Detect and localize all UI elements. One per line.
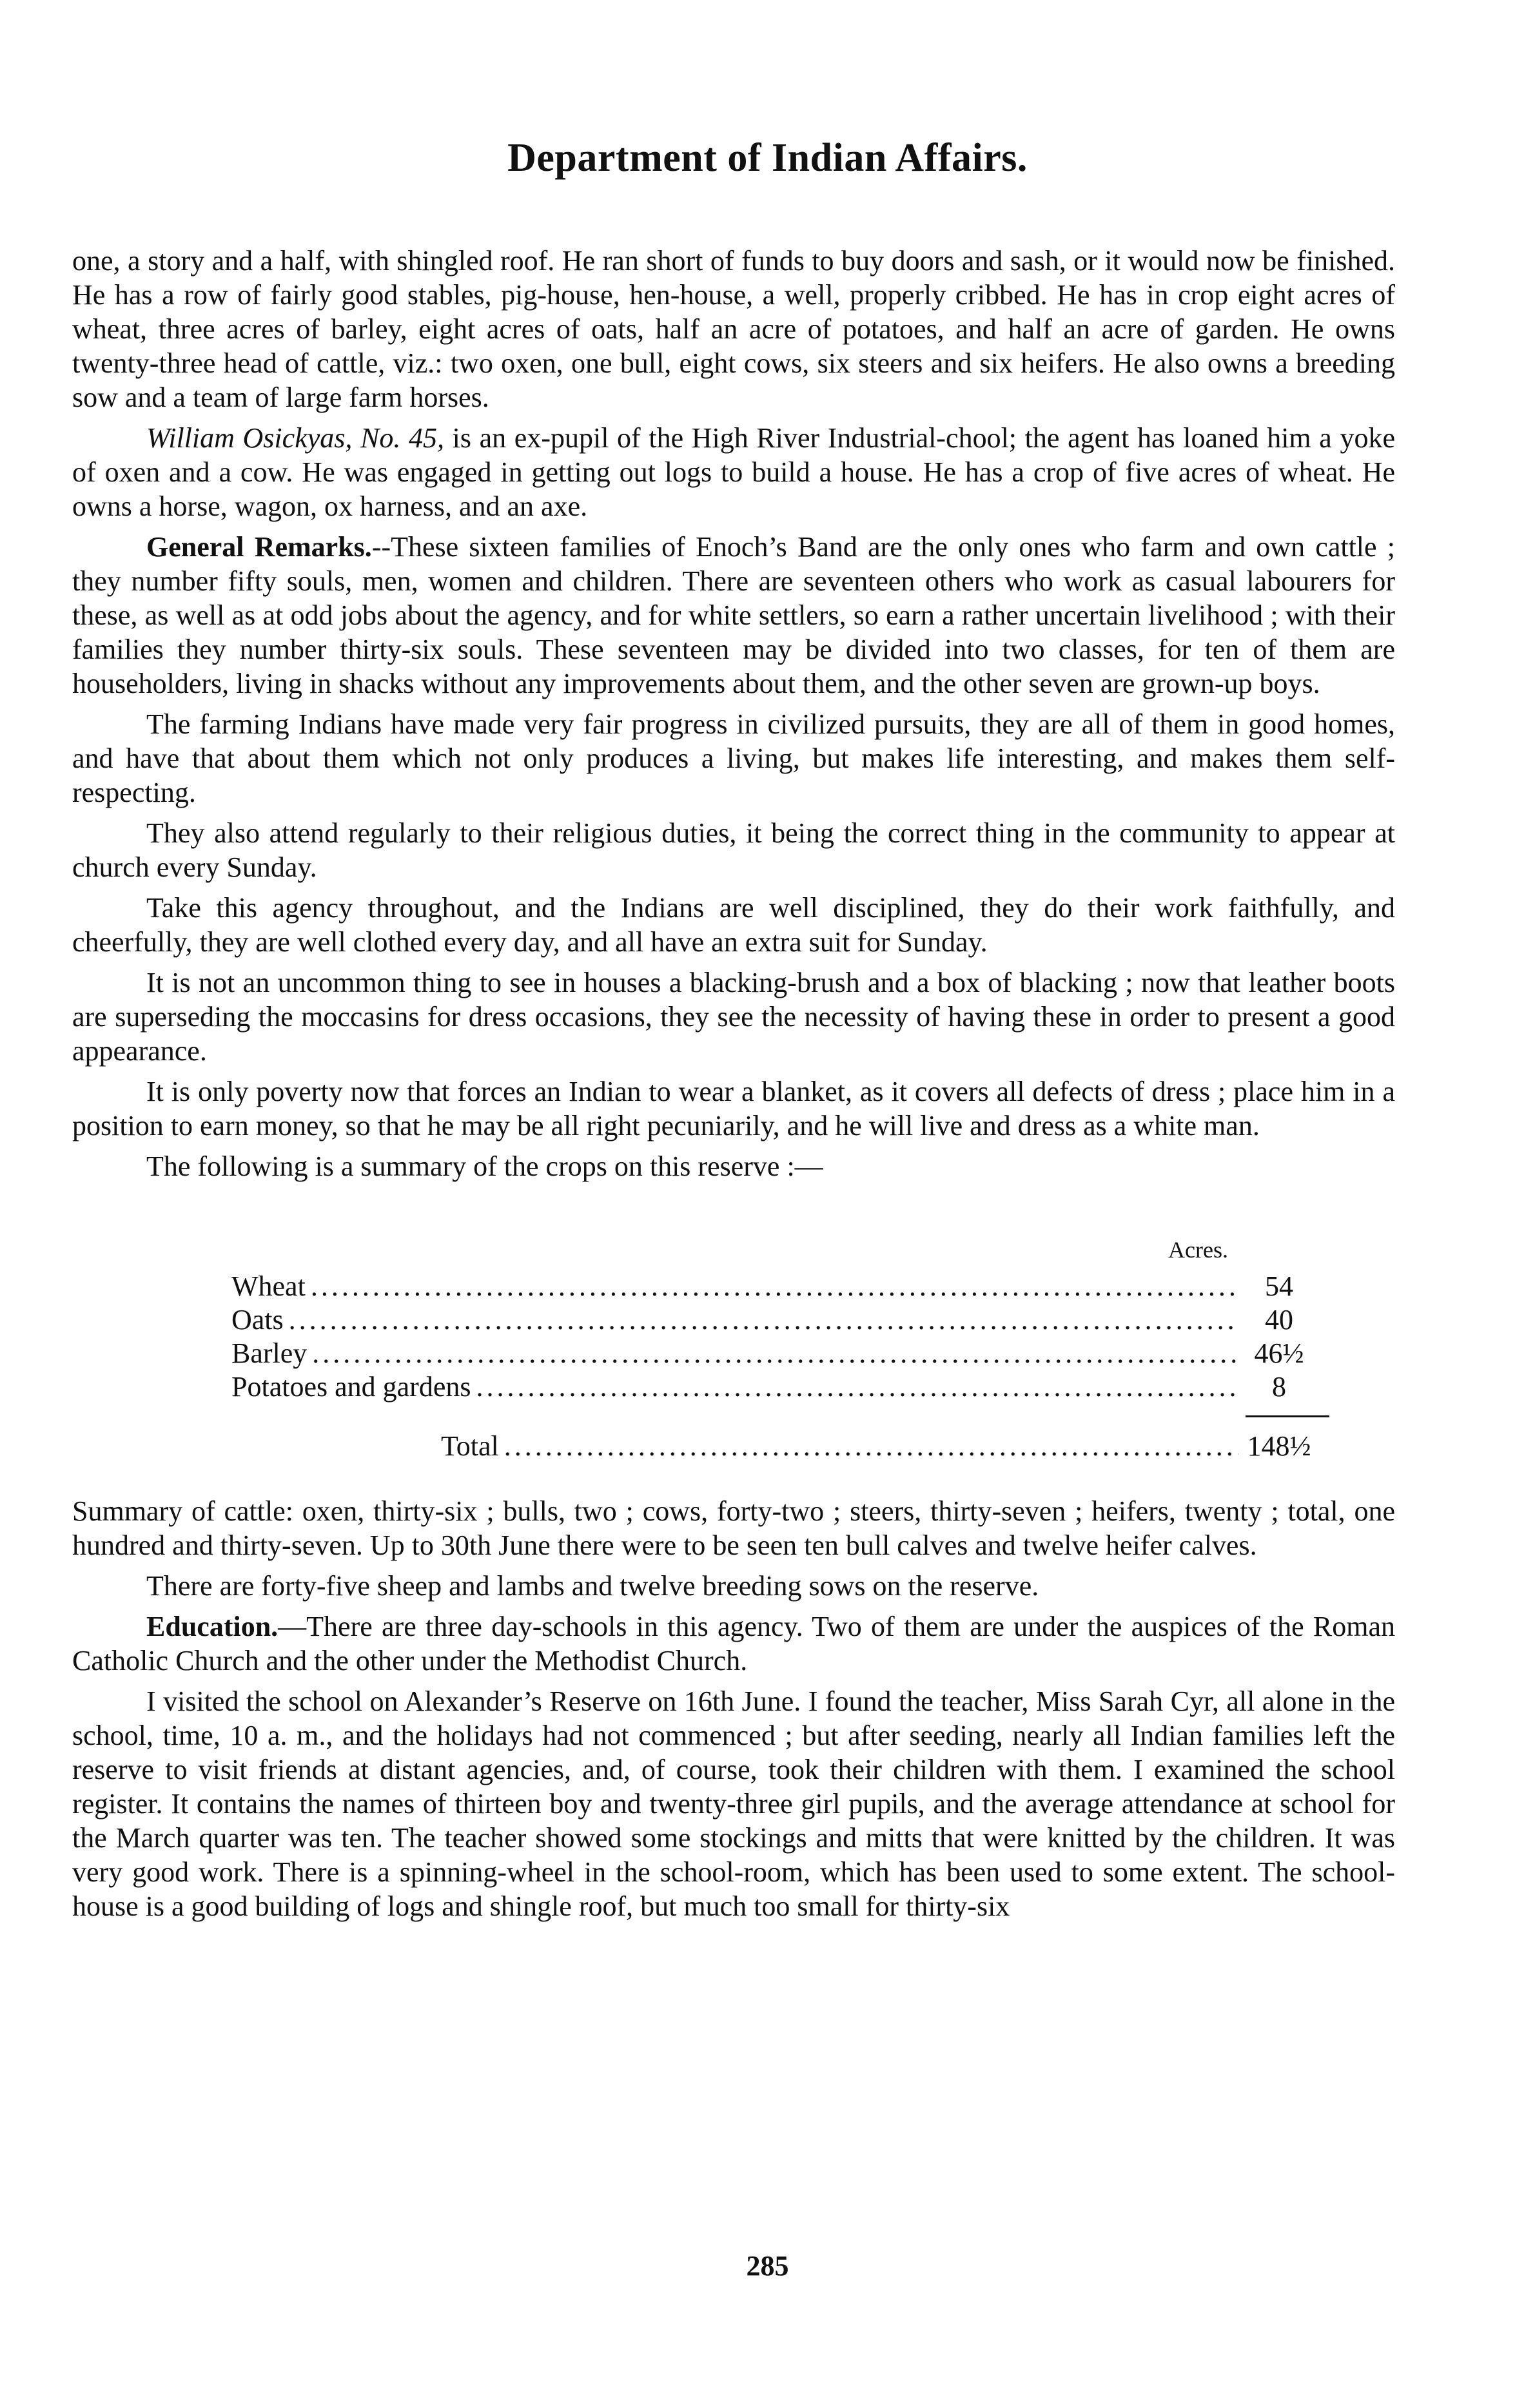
- section-heading: General Remarks.: [146, 531, 372, 563]
- crop-row: [231, 1370, 1315, 1404]
- crop-total-row: [441, 1430, 1315, 1463]
- running-header: Department of Indian Affairs.: [507, 136, 1028, 180]
- crop-row: [231, 1303, 1315, 1337]
- paragraph: It is not an uncommon thing to see in houses a blacking-brush and a box of blacking ; now that leather boots are superseding the moccasins for dress occasions, they see the necessity of having these in order to present a good appearance.: [72, 967, 1395, 1067]
- crop-acres: 46½: [1254, 1337, 1304, 1369]
- paragraph: [72, 421, 1395, 523]
- paragraph: It is only poverty now that forces an Indian to wear a blanket, as it covers all defects of dress ; place him in a position to earn money, so that he may be all right pecuniarily, and he will live and dress as a white man.: [72, 1076, 1395, 1141]
- paragraph-text: is an ex-pupil of the High River Industrial-chool; the agent has loaned him a yoke of oxen and a cow. He was engaged in getting out logs to build a house. He has a crop of five acres of wheat. He owns a horse, wagon, ox harness, and an axe.: [72, 422, 1395, 522]
- leader-dots: [504, 1430, 1238, 1463]
- paragraph: I visited the school on Alexander’s Reserve on 16th June. I found the teacher, Miss Sarah Cyr, all alone in the school, time, 10 a. m., and the holidays had not commenced ; but after seeding, nearly all Indian families left the reserve to visit friends at distant agencies, and, of course, took their children with them. I examined the school register. It contains the names of thirteen boy and twenty-three girl pupils, and the average attendance at school for the March quarter was ten. The teacher showed some stockings and mitts that were knitted by the children. It was very good work. There is a spinning-wheel in the school-room, which has been used to some extent. The school-house is a good building of logs and shingle roof, but much too small for thirty-six: [72, 1685, 1395, 1922]
- paragraph: The farming Indians have made very fair progress in civilized pursuits, they are all of them in good homes, and have that about them which not only produces a living, but makes life interesting, and makes them self-respecting.: [72, 708, 1395, 808]
- page-number: 285: [746, 2250, 789, 2282]
- leader-dots: [312, 1337, 1238, 1370]
- paragraph-text: —There are three day-schools in this agency. Two of them are under the auspices of the Roman Catholic Church and the other under the Methodist Church.: [72, 1611, 1395, 1676]
- body-column: [72, 244, 1395, 1930]
- paragraph: [72, 530, 1395, 701]
- crop-name: Potatoes and gardens: [231, 1371, 471, 1403]
- total-rule: [1246, 1415, 1329, 1417]
- paragraph: The following is a summary of the crops on this reserve :—: [146, 1151, 823, 1182]
- crop-name: Barley: [231, 1337, 308, 1369]
- total-label: Total: [441, 1430, 499, 1462]
- leader-dots: [476, 1370, 1238, 1404]
- paragraph: Take this agency throughout, and the Indians are well disciplined, they do their work faithfully, and cheerfully, they are well clothed every day, and all have an extra suit for Sunday.: [72, 892, 1395, 958]
- leader-dots: [289, 1303, 1238, 1337]
- paragraph: one, a story and a half, with shingled roof. He ran short of funds to buy doors and sash, or it would now be finished. He has a row of fairly good stables, pig-house, hen-house, a well, properly cribbed. He has in crop eight acres of wheat, three acres of barley, eight acres of oats, half an acre of potatoes, and half an acre of garden. He owns twenty-three head of cattle, viz.: two oxen, one bull, eight cows, six steers and six heifers. He also owns a breeding sow and a team of large farm horses.: [72, 245, 1395, 413]
- crop-acres: 40: [1265, 1304, 1293, 1335]
- leader-dots: [311, 1270, 1238, 1303]
- crops-table: [72, 1236, 1395, 1494]
- person-name: William Osickyas, No. 45,: [146, 422, 444, 454]
- crop-name: Wheat: [231, 1270, 306, 1302]
- crop-row: [231, 1270, 1315, 1303]
- crop-name: Oats: [231, 1304, 284, 1335]
- total-acres: 148½: [1247, 1430, 1311, 1462]
- paragraph: [72, 1609, 1395, 1678]
- paragraph: They also attend regularly to their religious duties, it being the correct thing in the community to appear at church every Sunday.: [72, 817, 1395, 883]
- crop-row: [231, 1337, 1315, 1370]
- paragraph: Summary of cattle: oxen, thirty-six ; bulls, two ; cows, forty-two ; steers, thirty-seven ; heifers, twenty ; total, one hundred and thirty-seven. Up to 30th June there were to be seen ten bull calves and twelve heifer calves.: [72, 1495, 1395, 1561]
- section-heading: Education.: [146, 1611, 279, 1642]
- paragraph: There are forty-five sheep and lambs and twelve breeding sows on the reserve.: [146, 1570, 1039, 1602]
- crop-acres: 8: [1272, 1371, 1286, 1403]
- paragraph-text: --These sixteen families of Enoch’s Band are the only ones who farm and own cattle ; they number fifty souls, men, women and children. There are seventeen others who work as casual labourers for these, as well as at odd jobs about the agency, and for white settlers, so earn a rather uncertain livelihood ; with their families they number thirty-six souls. These seventeen may be divided into two classes, for ten of them are householders, living in shacks without any improvements about them, and the other seven are grown-up boys.: [72, 531, 1395, 699]
- crops-unit-header: Acres.: [1168, 1237, 1228, 1263]
- crop-acres: 54: [1265, 1270, 1293, 1302]
